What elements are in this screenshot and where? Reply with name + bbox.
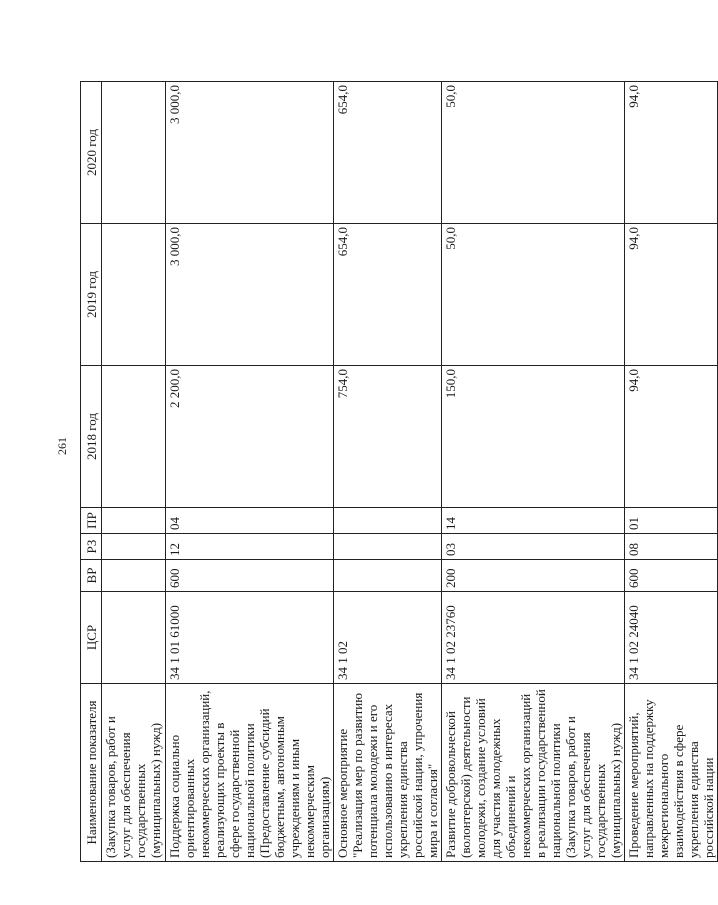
header-2019: 2019 год (81, 224, 102, 366)
table-row (166, 82, 334, 862)
page-number: 261 (55, 437, 69, 455)
row-vr: 600 (625, 560, 718, 592)
row-csr: 34 1 01 61000 (166, 592, 334, 684)
row-pr: 14 (442, 508, 625, 534)
row-2020: 94,0 (625, 82, 718, 224)
row-vr (334, 560, 442, 592)
row-2020: 50,0 (442, 82, 625, 224)
row-rz: 08 (625, 534, 718, 560)
row-2019: 50,0 (442, 224, 625, 366)
row-2018 (102, 366, 166, 508)
row-2018: 2 200,0 (166, 366, 334, 508)
row-csr (102, 592, 166, 684)
row-rz: 12 (166, 534, 334, 560)
header-pr: ПР (81, 508, 102, 534)
header-2020: 2020 год (81, 82, 102, 224)
row-rz: 03 (442, 534, 625, 560)
header-2018: 2018 год (81, 366, 102, 508)
table-row (625, 82, 718, 862)
row-2018: 150,0 (442, 366, 625, 508)
header-csr: ЦСР (81, 592, 102, 684)
row-name: Основное мероприятие "Реализация мер по развитию потенциала молодежи и его использованию в интересах укрепления единства российской нации, упрочения мира и согласия" (334, 684, 442, 862)
row-pr: 01 (625, 508, 718, 534)
row-pr: 04 (166, 508, 334, 534)
row-rz (102, 534, 166, 560)
row-name: (Закупка товаров, работ и услуг для обеспечения государственных (муниципальных) нужд) (102, 684, 166, 862)
table-header-row (81, 82, 102, 862)
row-vr: 200 (442, 560, 625, 592)
row-vr (102, 560, 166, 592)
table-row (102, 82, 166, 862)
row-2020: 3 000,0 (166, 82, 334, 224)
table-row (442, 82, 625, 862)
row-2019: 94,0 (625, 224, 718, 366)
row-pr (334, 508, 442, 534)
row-name: Развитие добровольческой (волонтерской) деятельности молодежи, создание условий для участия молодежных объединений и некоммерческих организаций в реализации государственной национальной политики (Закупка товаров, работ и услуг для обеспечения государственных (муниципальных) нужд) (442, 684, 625, 862)
row-2018: 94,0 (625, 366, 718, 508)
budget-table-wrapper (80, 82, 716, 862)
row-name: Поддержка социально ориентированных некоммерческих организаций, реализующих проекты в сфере государственной национальной политики (Предоставление субсидий бюджетным, автономным учреждениям и иным некоммерческим организациям) (166, 684, 334, 862)
budget-table (80, 81, 718, 862)
row-2018: 754,0 (334, 366, 442, 508)
row-2020 (102, 82, 166, 224)
row-csr: 34 1 02 23760 (442, 592, 625, 684)
row-vr: 600 (166, 560, 334, 592)
header-vr: ВР (81, 560, 102, 592)
table-row (334, 82, 442, 862)
row-2019: 3 000,0 (166, 224, 334, 366)
row-csr: 34 1 02 (334, 592, 442, 684)
row-2020: 654,0 (334, 82, 442, 224)
row-rz (334, 534, 442, 560)
row-csr: 34 1 02 24040 (625, 592, 718, 684)
row-name: Проведение мероприятий, направленных на поддержку межрегионального взаимодействия в сфере укрепления единства российской нации (625, 684, 718, 862)
row-pr (102, 508, 166, 534)
header-rz: РЗ (81, 534, 102, 560)
row-2019 (102, 224, 166, 366)
header-name: Наименование показателя (81, 684, 102, 862)
row-2019: 654,0 (334, 224, 442, 366)
